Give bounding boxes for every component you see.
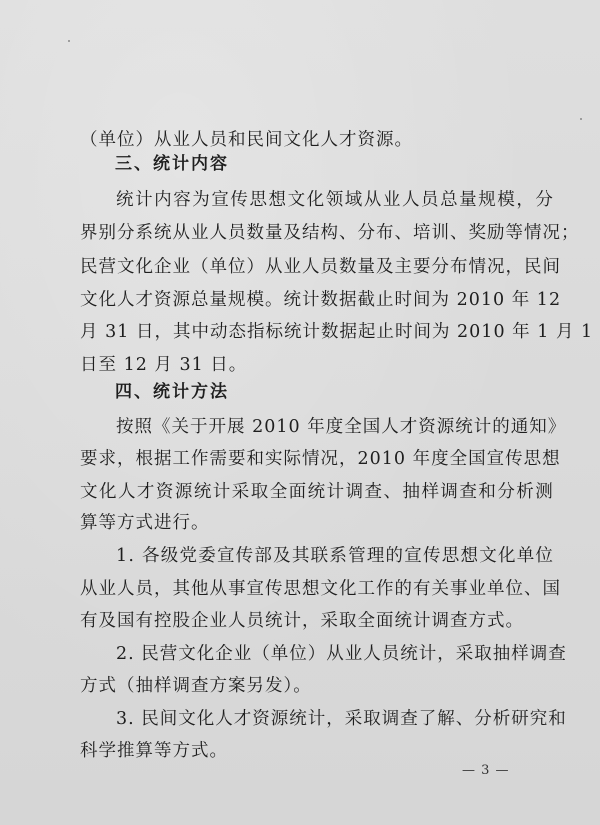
text-line: 文 化 人 才 资 源 总 量 规 模 。 统 计 数 据 截 止 时 间 为 2 0 1 0 年 1 2 [80, 290, 562, 310]
scan-speck [580, 118, 582, 120]
text-line: 算等方式进行。 [80, 513, 210, 533]
text-line: 1 . 各 级 党 委 宣 传 部 及 其 联 系 管 理 的 宣 传 思 想 文 化 单 位 [116, 546, 554, 566]
text-line: 界 别 分 系 统 从 业 人 员 数 量 及 结 构 、 分 布 、 培 训 、 奖 励 等 情 况 ； [80, 223, 580, 243]
text-line: 从 业 人 员 ， 其 他 从 事 宣 传 思 想 文 化 工 作 的 有 关 事 业 单 位 、 国 [80, 579, 561, 599]
text-line: 民 营 文 化 企 业 （ 单 位 ） 从 业 人 员 数 量 及 主 要 分 布 情 况 ， 民 间 [80, 257, 561, 277]
text-line: 按 照 《 关 于 开 展 2 0 1 0 年 度 全 国 人 才 资 源 统 计 的 通 知 》 [116, 417, 567, 437]
text-line: 3 . 民 间 文 化 人 才 资 源 统 计 ， 采 取 调 查 了 解 、 分 析 研 究 和 [116, 709, 567, 729]
page-number: — 3 — [462, 763, 510, 778]
text-line: 有及国有控股企业人员统计，采取全面统计调查方式。 [80, 611, 524, 631]
text-line: 日至 12 月 31 日。 [80, 355, 248, 375]
text-line: 月 3 1 日 ， 其 中 动 态 指 标 统 计 数 据 起 止 时 间 为 2 0 1 0 年 1 月 1 [80, 322, 594, 342]
text-line: 科学推算等方式。 [80, 741, 228, 761]
text-line: 统 计 内 容 为 宣 传 思 想 文 化 领 域 从 业 人 员 总 量 规 模 ， 分 [116, 190, 554, 210]
text-line: 文 化 人 才 资 源 统 计 采 取 全 面 统 计 调 查 、 抽 样 调 查 和 分 析 测 [80, 482, 554, 502]
text-line: （单位）从业人员和民间文化人才资源。 [80, 130, 413, 150]
text-line: 方式（抽样调查方案另发）。 [80, 676, 312, 696]
text-line: 要 求 ， 根 据 工 作 需 要 和 实 际 情 况 ， 2 0 1 0 年 度 全 国 宣 传 思 想 [80, 449, 561, 469]
section-heading-method: 四、统计方法 [115, 382, 229, 402]
text-line: 2 . 民 营 文 化 企 业 （ 单 位 ） 从 业 人 员 统 计 ， 采 取 抽 样 调 查 [116, 644, 567, 664]
section-heading-content: 三、统计内容 [115, 154, 229, 174]
scan-speck [68, 40, 70, 42]
